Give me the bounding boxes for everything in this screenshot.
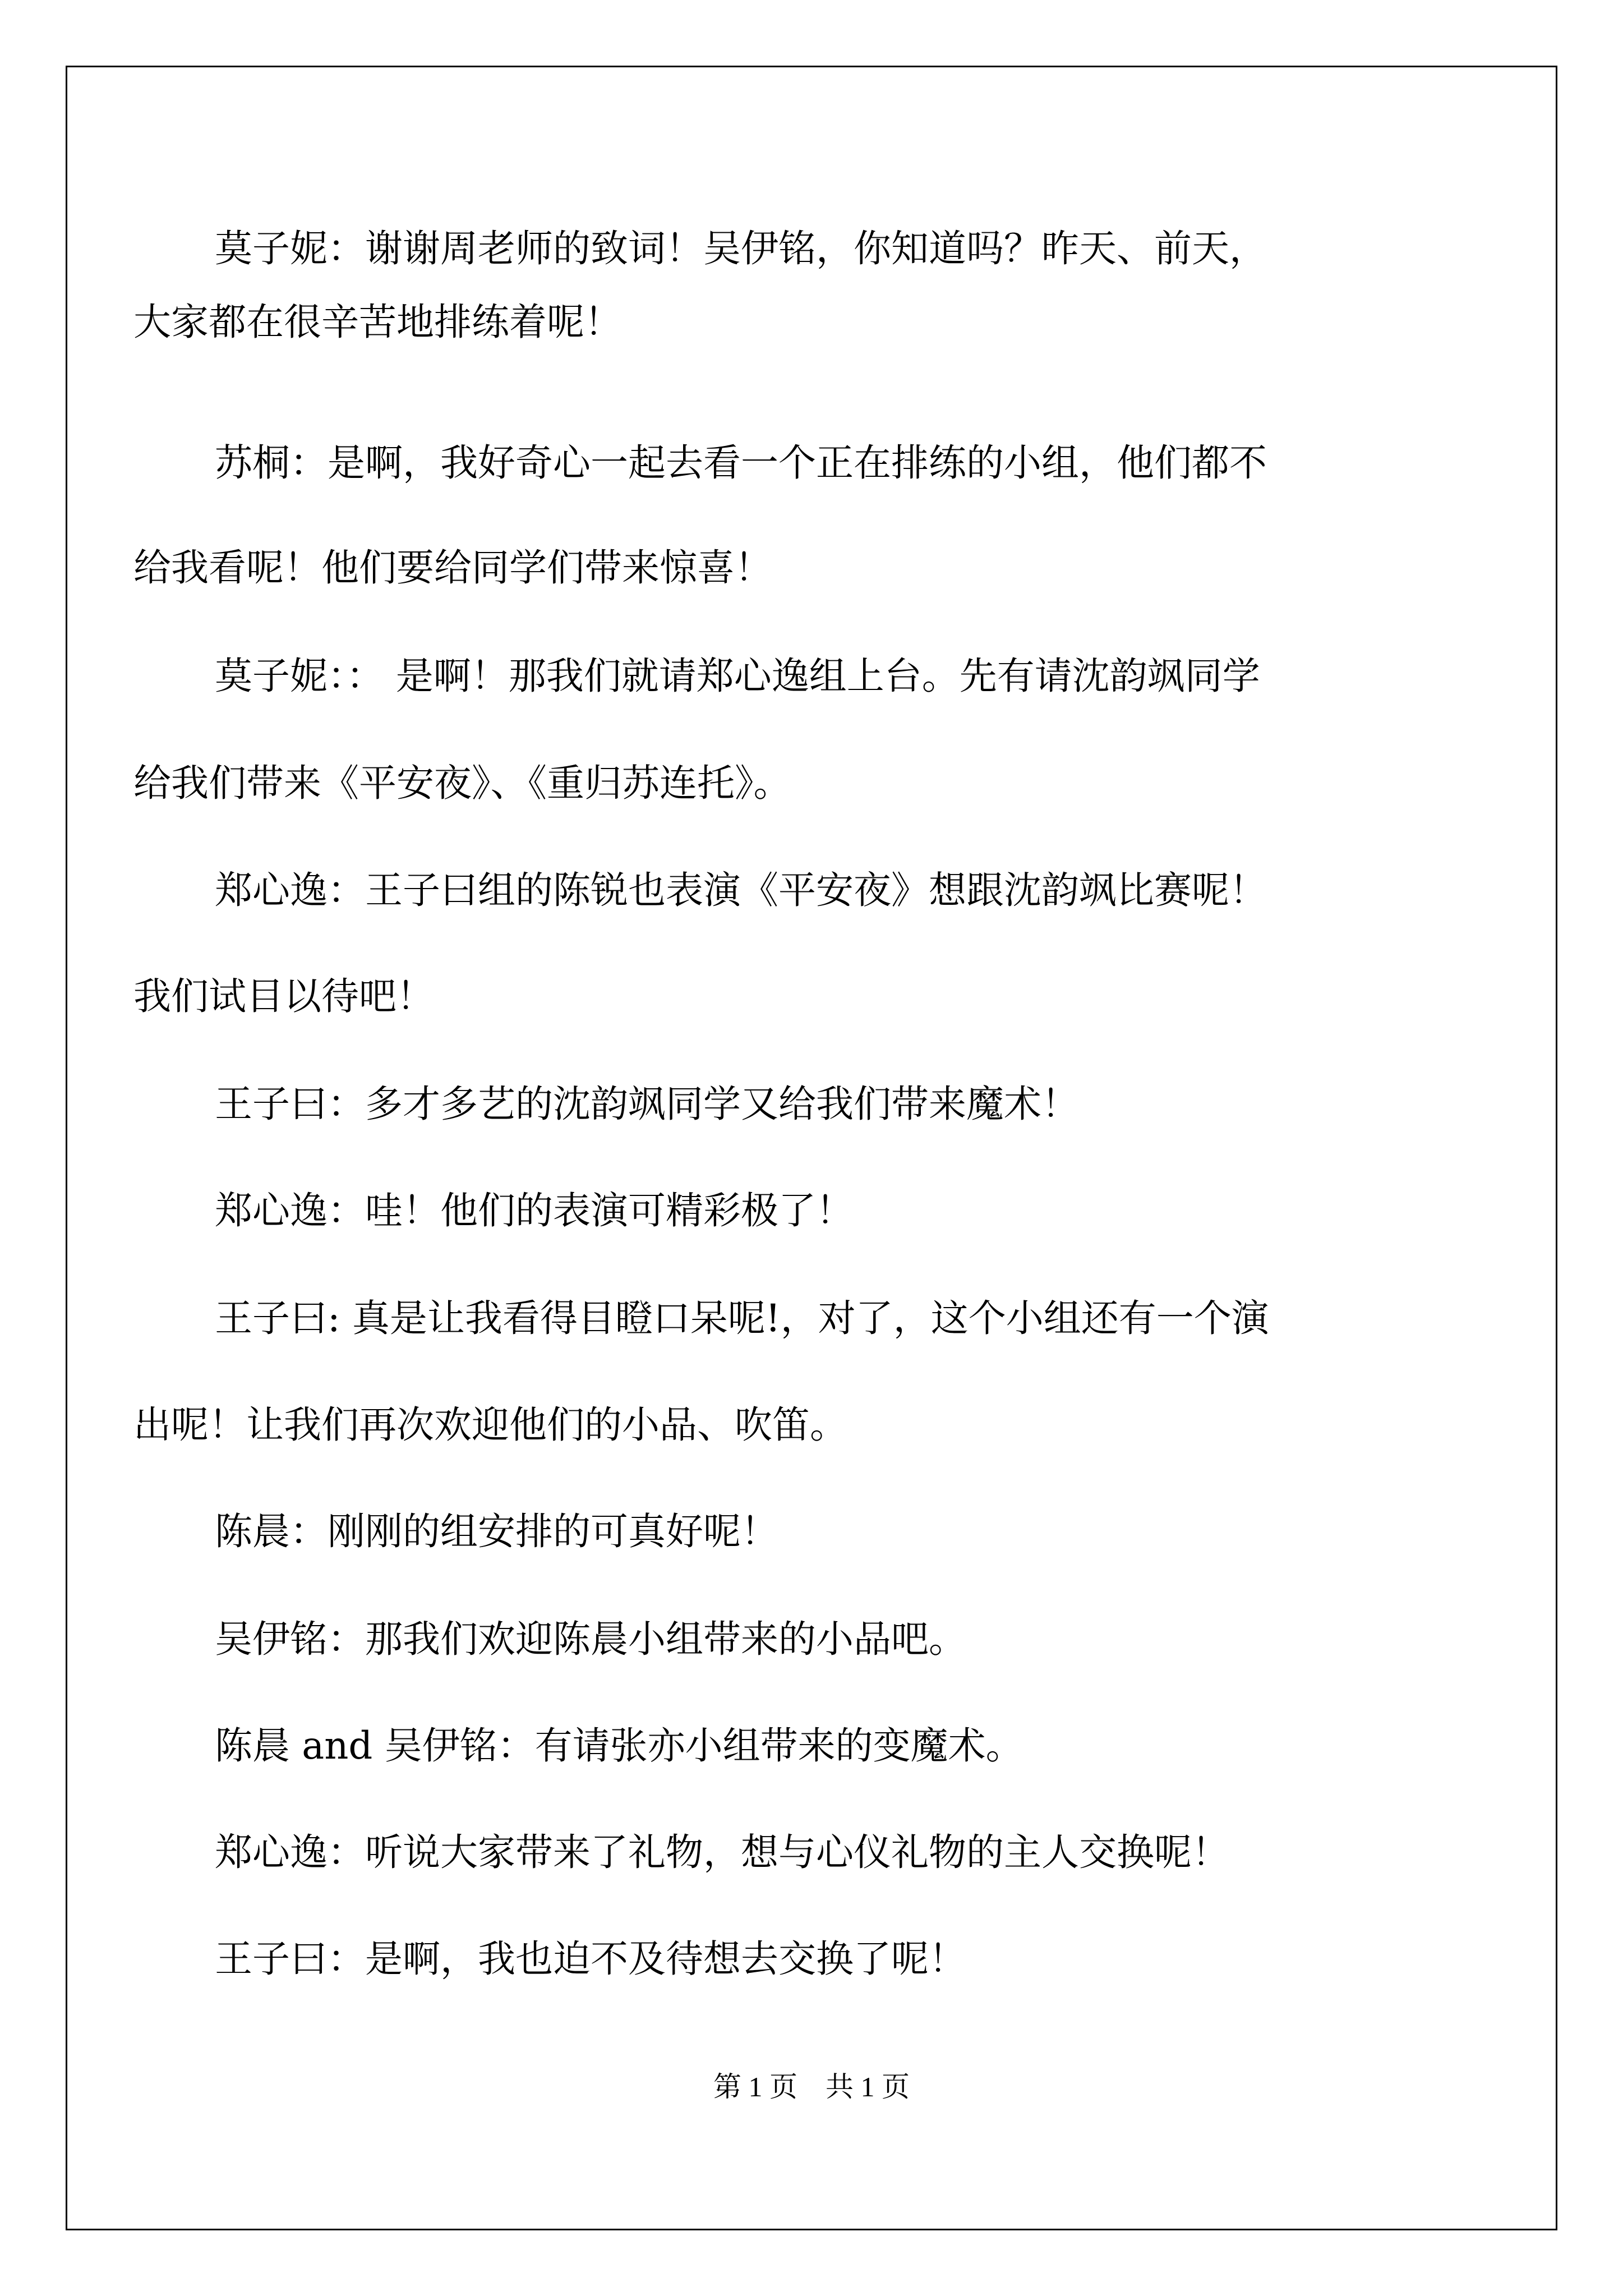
text-line: 郑心逸：哇！他们的表演可精彩极了！ [215, 1189, 854, 1232]
text-line: 陈晨 and 吴伊铭：有请张亦小组带来的变魔术。 [215, 1724, 1023, 1768]
text-line: 苏桐：是啊，我好奇心一起去看一个正在排练的小组，他们都不 [215, 441, 1267, 485]
text-line: 王子曰：是啊，我也迫不及待想去交换了呢！ [215, 1937, 966, 1981]
text-line: 给我看呢！他们要给同学们带来惊喜！ [133, 546, 772, 590]
text-line: 出呢！让我们再次欢迎他们的小品、吹笛。 [133, 1403, 847, 1447]
text-line: 莫子妮：： 是啊！那我们就请郑心逸组上台。先有请沈韵飒同学 [215, 654, 1260, 698]
text-line: 王子曰: 真是让我看得目瞪口呆呢!，对了，这个小组还有一个演 [215, 1296, 1269, 1340]
text-line: 陈晨：刚刚的组安排的可真好呢！ [215, 1510, 778, 1553]
text-line: 我们试目以待吧！ [133, 974, 434, 1018]
text-line: 给我们带来《平安夜》、《重归苏连托》。 [133, 761, 791, 805]
text-line: 大家都在很辛苦地排练着呢！ [133, 300, 622, 344]
text-line: 莫子妮：谢谢周老师的致词！吴伊铭，你知道吗？昨天、前天， [215, 227, 1267, 270]
page-border [66, 66, 1557, 2230]
text-line: 王子曰：多才多艺的沈韵飒同学又给我们带来魔术！ [215, 1082, 1079, 1126]
text-line: 郑心逸：听说大家带来了礼物，想与心仪礼物的主人交换呢！ [215, 1830, 1229, 1874]
text-line: 吴伊铭：那我们欢迎陈晨小组带来的小品吧。 [215, 1617, 966, 1661]
text-line: 郑心逸：王子曰组的陈锐也表演《平安夜》想跟沈韵飒比赛呢！ [215, 868, 1267, 912]
page-footer: 第 1 页 共 1 页 [713, 2071, 910, 2102]
